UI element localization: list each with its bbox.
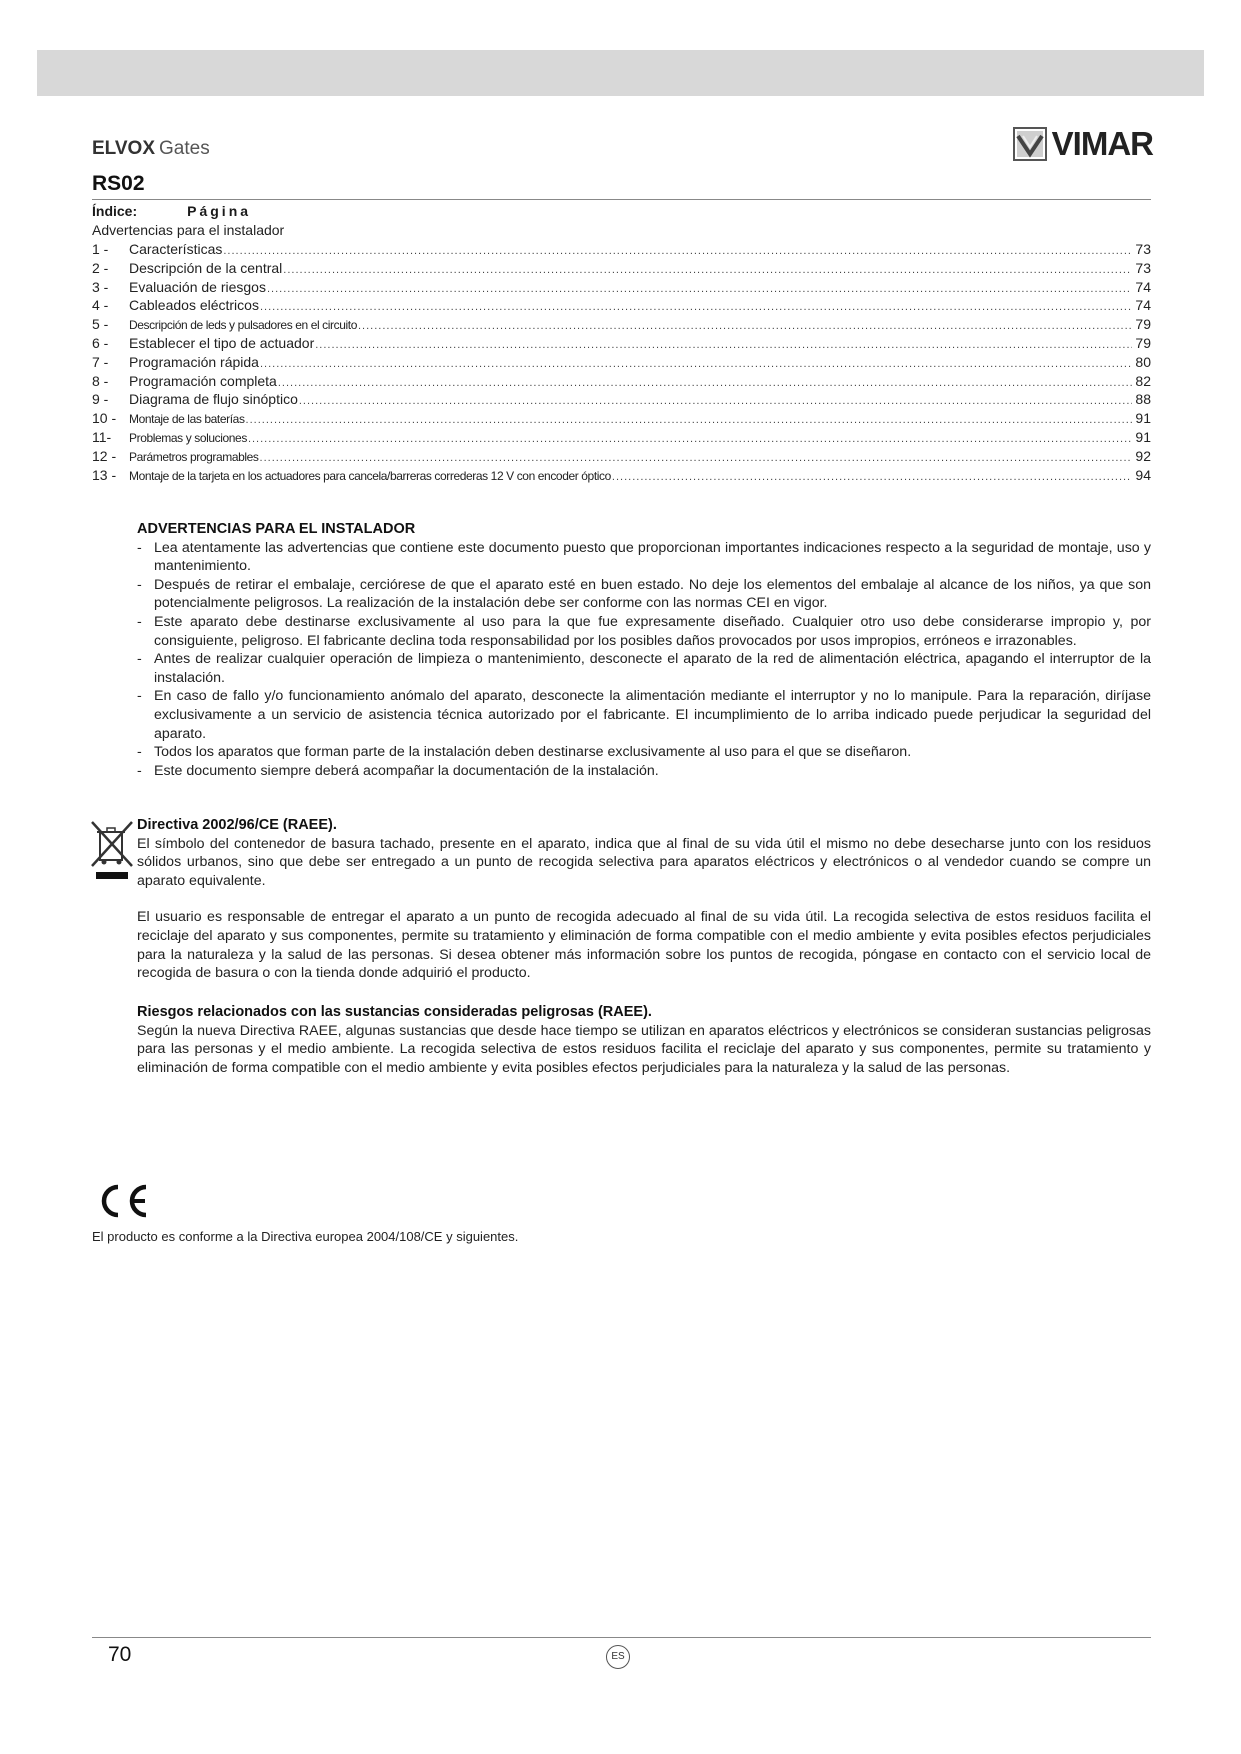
toc-item — [92, 447, 1151, 466]
toc-item-title: Montaje de la tarjeta en los actuadores para cancela/barreras correderas 12 V con encoder óptico — [129, 468, 611, 483]
toc-item-page: 91 — [1135, 428, 1151, 445]
toc-item — [92, 240, 1151, 259]
toc-leader-dots — [246, 411, 1132, 428]
toc-item-title: Parámetros programables — [129, 449, 259, 464]
language-badge: ES — [606, 1645, 630, 1669]
toc-item-number: 5 - — [92, 316, 109, 333]
toc-item-number: 6 - — [92, 334, 109, 351]
toc-item-page: 82 — [1135, 372, 1151, 389]
bullet-dash: - — [137, 539, 142, 556]
brand-product-line: Gates — [159, 138, 210, 159]
table-of-contents — [92, 240, 1151, 484]
toc-item — [92, 372, 1151, 391]
toc-item-title: Programación completa — [129, 372, 277, 389]
bullet-dash: - — [137, 613, 142, 630]
toc-leader-dots — [299, 392, 1132, 409]
toc-item — [92, 466, 1151, 485]
toc-item-title: Evaluación de riesgos — [129, 278, 266, 295]
raee-title: Directiva 2002/96/CE (RAEE). — [137, 817, 337, 833]
toc-leader-dots — [223, 242, 1132, 259]
bullet-dash: - — [137, 688, 142, 705]
toc-page-label: Página — [187, 203, 252, 219]
page-number: 70 — [108, 1643, 132, 1666]
brand-name: ELVOX — [92, 138, 155, 159]
toc-item — [92, 296, 1151, 315]
toc-item-title: Montaje de las baterías — [129, 412, 245, 427]
toc-leader-dots — [260, 298, 1132, 315]
toc-item — [92, 353, 1151, 372]
warnings-section — [137, 520, 1151, 780]
toc-leader-dots — [278, 374, 1132, 391]
footer-divider — [92, 1637, 1151, 1638]
toc-item-number: 7 - — [92, 353, 109, 370]
toc-item-number: 4 - — [92, 297, 109, 314]
raee-paragraph-1: El símbolo del contenedor de basura tachado, presente en el aparato, indica que al final de su vida útil el mismo no debe desecharse junto con los residuos sólidos urbanos, sino que debe ser entregado a un punto de recogida selectiva para aparatos eléctricos y electrónicos o al vendedor cuando se compre un aparato equivalente. — [137, 835, 1151, 889]
model-title: RS02 — [92, 172, 145, 195]
toc-item-page: 92 — [1135, 447, 1151, 464]
warning-text: Este documento siempre deberá acompañar la documentación de la instalación. — [154, 762, 659, 779]
toc-leader-dots — [260, 449, 1132, 466]
toc-item-page: 94 — [1135, 466, 1151, 483]
raee-paragraph-2: El usuario es responsable de entregar el aparato a un punto de recogida adecuado al final de su vida útil. La recogida selectiva de estos residuos facilita el reciclaje del aparato y sus componentes, permite su tratamiento y eliminación de forma compatible con el medio ambiente y evita posibles efectos perjudiciales para la naturaleza y la salud de las personas. Si desea obtener más información sobre los puntos de recogida, póngase en contacto con el servicio local de recogida de basura o con la tienda donde adquirió el producto. — [137, 909, 1151, 982]
toc-item — [92, 259, 1151, 278]
ce-mark-icon — [96, 1183, 150, 1219]
warning-item — [137, 613, 1151, 650]
hazard-paragraph: Según la nueva Directiva RAEE, algunas sustancias que desde hace tiempo se utilizan en aparatos eléctricos y electrónicos se consideran sustancias peligrosas para las personas y el medio ambiente. La recogida selectiva de estos residuos facilita el reciclaje del aparato y sus componentes, permite su tratamiento y eliminación de forma compatible con el medio ambiente y evita posibles efectos perjudiciales para la naturaleza y la salud de las personas. — [137, 1022, 1151, 1076]
toc-leader-dots — [283, 261, 1132, 278]
toc-item-number: 2 - — [92, 259, 109, 276]
warning-text: Todos los aparatos que forman parte de la instalación deben destinarse exclusivamente al uso para el que se diseñaron. — [154, 744, 912, 761]
warning-item — [137, 539, 1151, 576]
hazard-title: Riesgos relacionados con las sustancias consideradas peligrosas (RAEE). — [137, 1004, 652, 1020]
toc-item-number: 13 - — [92, 466, 117, 483]
warning-item — [137, 650, 1151, 687]
toc-item-number: 3 - — [92, 278, 109, 295]
toc-item-number: 12 - — [92, 447, 117, 464]
toc-item-number: 1 - — [92, 241, 109, 257]
toc-item-page: 88 — [1135, 391, 1151, 408]
toc-leader-dots — [358, 317, 1132, 334]
toc-item-page: 79 — [1135, 334, 1151, 351]
warning-item — [137, 762, 1151, 781]
toc-item-title: Diagrama de flujo sinóptico — [129, 391, 298, 408]
toc-item-page: 91 — [1135, 410, 1151, 427]
toc-item-title: Características — [129, 241, 223, 257]
warning-text: Después de retirar el embalaje, cerciórese de que el aparato esté en buen estado. No deje los elementos del embalaje al alcance de los niños, ya que son potencialmente peligrosos. La realización de la instalación debe ser conforme con las normas CEI en vigor. — [154, 576, 1151, 612]
warnings-list — [137, 539, 1151, 781]
header-divider — [92, 199, 1151, 200]
toc-item-number: 9 - — [92, 391, 109, 408]
toc-heading — [92, 203, 251, 219]
warning-text: Antes de realizar cualquier operación de limpieza o mantenimiento, desconecte el aparato de la red de alimentación eléctrica, apagando el interruptor de la instalación. — [154, 651, 1151, 686]
toc-item-page: 73 — [1135, 259, 1151, 276]
toc-item-title: Programación rápida — [129, 353, 259, 370]
vimar-logo-text: VIMAR — [1051, 125, 1153, 162]
bullet-dash: - — [137, 762, 142, 779]
bullet-dash: - — [137, 651, 142, 668]
warning-text: Este aparato debe destinarse exclusivamente al uso para la que fue expresamente diseñado. Cualquier otro uso debe considerarse impropio y, por consiguiente, peligroso. El fabricante declina toda responsabilidad por los posibles daños provocados por usos impropios, erróneos e irrazonables. — [154, 613, 1151, 649]
brand-header — [92, 138, 210, 160]
toc-leader-dots — [267, 280, 1132, 297]
toc-item-title: Descripción de leds y pulsadores en el circuito — [129, 318, 357, 333]
toc-item — [92, 409, 1151, 428]
toc-leader-dots — [612, 468, 1132, 485]
top-band — [37, 50, 1204, 96]
toc-leader-dots — [248, 430, 1132, 447]
toc-item — [92, 428, 1151, 447]
toc-item-page: 74 — [1135, 278, 1151, 295]
warnings-title: ADVERTENCIAS PARA EL INSTALADOR — [137, 521, 416, 537]
toc-item — [92, 390, 1151, 409]
toc-item-number: 11- — [92, 428, 112, 445]
toc-item-number: 10 - — [92, 410, 117, 427]
bullet-dash: - — [137, 576, 142, 593]
toc-item-title: Establecer el tipo de actuador — [129, 334, 315, 351]
toc-item — [92, 334, 1151, 353]
raee-section — [137, 816, 1151, 983]
bullet-dash: - — [137, 744, 142, 761]
toc-label: Índice: — [92, 203, 138, 219]
toc-intro: Advertencias para el instalador — [92, 222, 285, 238]
toc-item-number: 8 - — [92, 372, 109, 389]
toc-leader-dots — [260, 355, 1132, 372]
toc-item-page: 80 — [1135, 353, 1151, 370]
vimar-logo — [1013, 126, 1153, 162]
toc-item — [92, 278, 1151, 297]
hazard-section — [137, 1003, 1151, 1077]
crossed-bin-icon — [90, 820, 134, 882]
warning-item — [137, 743, 1151, 762]
toc-leader-dots — [315, 336, 1132, 353]
toc-item-page: 74 — [1135, 297, 1151, 314]
warning-item — [137, 576, 1151, 613]
warning-item — [137, 687, 1151, 743]
warning-text: Lea atentamente las advertencias que contiene este documento puesto que proporcionan importantes indicaciones respecto a la seguridad de montaje, uso y mantenimiento. — [154, 539, 1151, 575]
toc-item-title: Descripción de la central — [129, 259, 283, 276]
toc-item — [92, 315, 1151, 334]
vimar-logo-icon — [1013, 127, 1047, 161]
toc-item-title: Cableados eléctricos — [129, 297, 259, 314]
warning-text: En caso de fallo y/o funcionamiento anómalo del aparato, desconecte la alimentación mediante el interruptor y no lo manipule. Para la reparación, diríjase exclusivamente a un servicio de asistencia técnica autorizado por el fabricante. El incumplimiento de lo arriba indicado puede perjudicar la seguridad del aparato. — [154, 688, 1151, 742]
ce-conformity-text: El producto es conforme a la Directiva europea 2004/108/CE y siguientes. — [92, 1229, 519, 1244]
toc-item-title: Problemas y soluciones — [129, 430, 247, 445]
toc-item-page: 79 — [1135, 316, 1151, 333]
toc-item-page: 73 — [1135, 241, 1151, 257]
